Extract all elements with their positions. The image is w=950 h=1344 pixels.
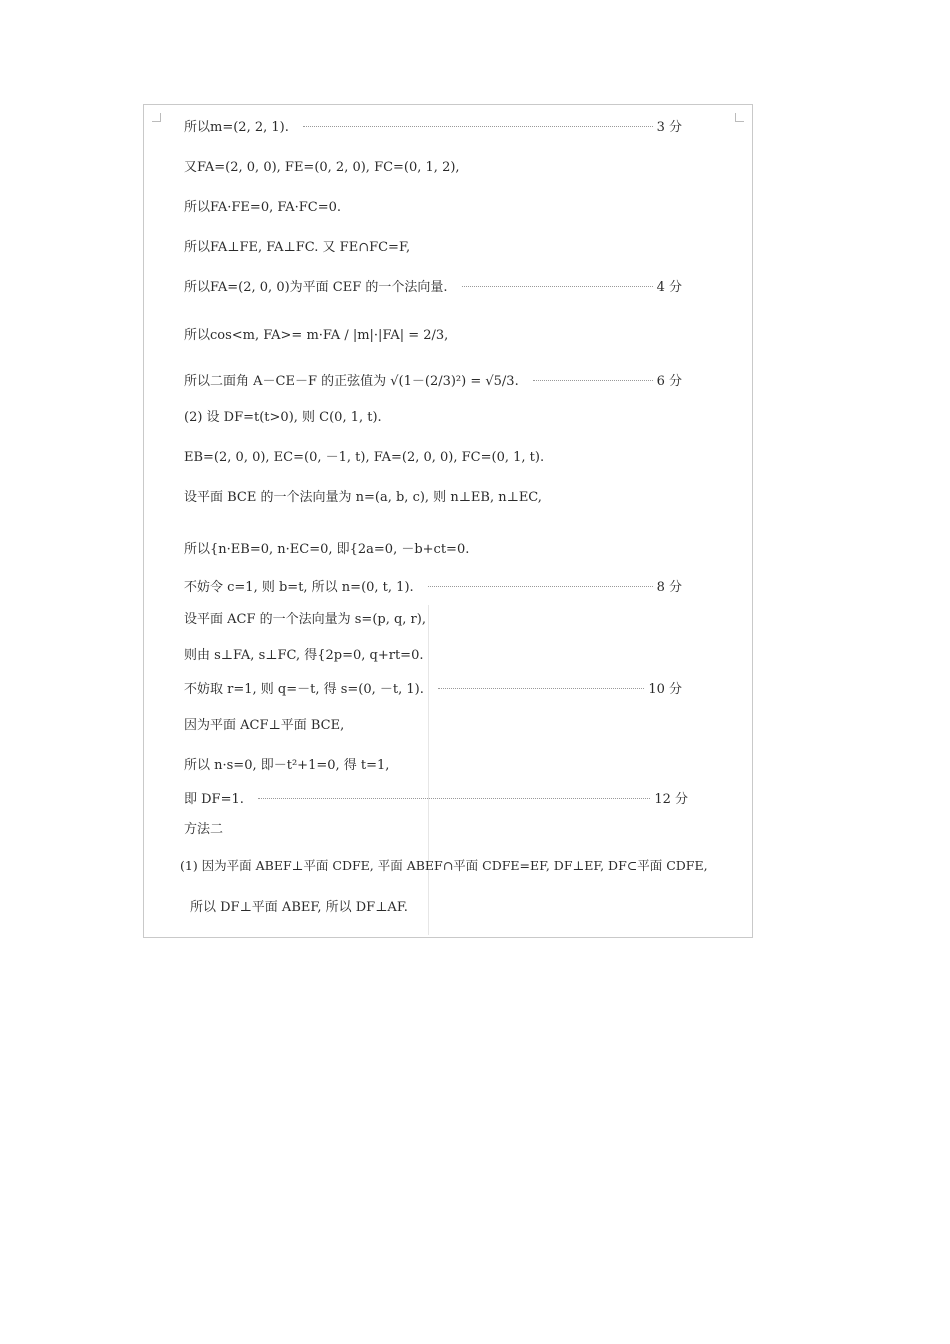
solution-line xyxy=(184,681,682,699)
crop-mark-top-left xyxy=(152,113,161,122)
dot-leader xyxy=(438,688,644,689)
solution-line xyxy=(184,647,423,665)
dot-leader xyxy=(303,126,653,127)
dot-leader xyxy=(258,798,650,799)
line-text: 所以FA⊥FE, FA⊥FC. 又 FE∩FC=F, xyxy=(184,240,411,255)
line-text: 设平面 BCE 的一个法向量为 n=(a, b, c), 则 n⊥EB, n⊥EC, xyxy=(184,490,542,505)
solution-line xyxy=(184,409,382,427)
solution-line xyxy=(184,199,341,217)
line-text: (2) 设 DF=t(t>0), 则 C(0, 1, t). xyxy=(184,410,382,425)
solution-line xyxy=(184,239,410,257)
solution-line xyxy=(184,159,460,177)
dot-leader xyxy=(533,380,653,381)
solution-line xyxy=(184,373,682,391)
solution-line xyxy=(184,717,344,735)
line-text: 所以二面角 A－CE－F 的正弦值为 √(1－(2/3)²) = √5/3. xyxy=(184,374,519,389)
line-text: 所以FA·FE=0, FA·FC=0. xyxy=(184,200,342,215)
section-heading xyxy=(184,821,223,839)
line-text: 又FA=(2, 0, 0), FE=(0, 2, 0), FC=(0, 1, 2), xyxy=(184,160,460,175)
line-text: 所以 n·s=0, 即－t²+1=0, 得 t=1, xyxy=(184,758,390,773)
solution-line xyxy=(184,279,682,297)
solution-line xyxy=(184,327,448,345)
line-text: 所以cos<m, FA>= m·FA / |m|·|FA| = 2/3, xyxy=(184,328,449,343)
line-text: 因为平面 ACF⊥平面 BCE, xyxy=(184,718,345,733)
line-text: 设平面 ACF 的一个法向量为 s=(p, q, r), xyxy=(184,612,426,627)
line-text: EB=(2, 0, 0), EC=(0, －1, t), FA=(2, 0, 0), FC=(0, 1, t). xyxy=(184,450,545,465)
score-label: 8 分 xyxy=(656,580,682,595)
crop-mark-top-right xyxy=(735,113,744,122)
line-text: 所以m=(2, 2, 1). xyxy=(184,120,289,135)
scan-artifact-line xyxy=(428,605,429,935)
line-text: 方法二 xyxy=(184,822,224,837)
line-text: 则由 s⊥FA, s⊥FC, 得{2p=0, q+rt=0. xyxy=(184,648,424,663)
line-text: 不妨取 r=1, 则 q=－t, 得 s=(0, －t, 1). xyxy=(184,682,424,697)
dot-leader xyxy=(428,586,653,587)
solution-line xyxy=(184,611,426,629)
solution-line xyxy=(184,579,682,597)
score-label: 12 分 xyxy=(654,792,688,807)
dot-leader xyxy=(462,286,653,287)
score-label: 6 分 xyxy=(656,374,682,389)
solution-line xyxy=(184,489,542,507)
line-text: 即 DF=1. xyxy=(184,792,244,807)
solution-line xyxy=(184,757,389,775)
line-text: (1) 因为平面 ABEF⊥平面 CDFE, 平面 ABEF∩平面 CDFE=EF, DF⊥EF, DF⊂平面 CDFE, xyxy=(180,858,708,873)
solution-line xyxy=(180,857,708,875)
line-text: 不妨令 c=1, 则 b=t, 所以 n=(0, t, 1). xyxy=(184,580,414,595)
document-page xyxy=(143,104,753,938)
score-label: 3 分 xyxy=(656,120,682,135)
solution-line xyxy=(184,119,682,137)
solution-line xyxy=(184,541,469,559)
score-label: 4 分 xyxy=(656,280,682,295)
solution-line xyxy=(190,899,408,917)
score-label: 10 分 xyxy=(648,682,682,697)
solution-line xyxy=(184,791,688,809)
line-text: 所以{n·EB=0, n·EC=0, 即{2a=0, －b+ct=0. xyxy=(184,542,470,557)
solution-line xyxy=(184,449,544,467)
line-text: 所以FA=(2, 0, 0)为平面 CEF 的一个法向量. xyxy=(184,280,448,295)
line-text: 所以 DF⊥平面 ABEF, 所以 DF⊥AF. xyxy=(190,900,408,915)
